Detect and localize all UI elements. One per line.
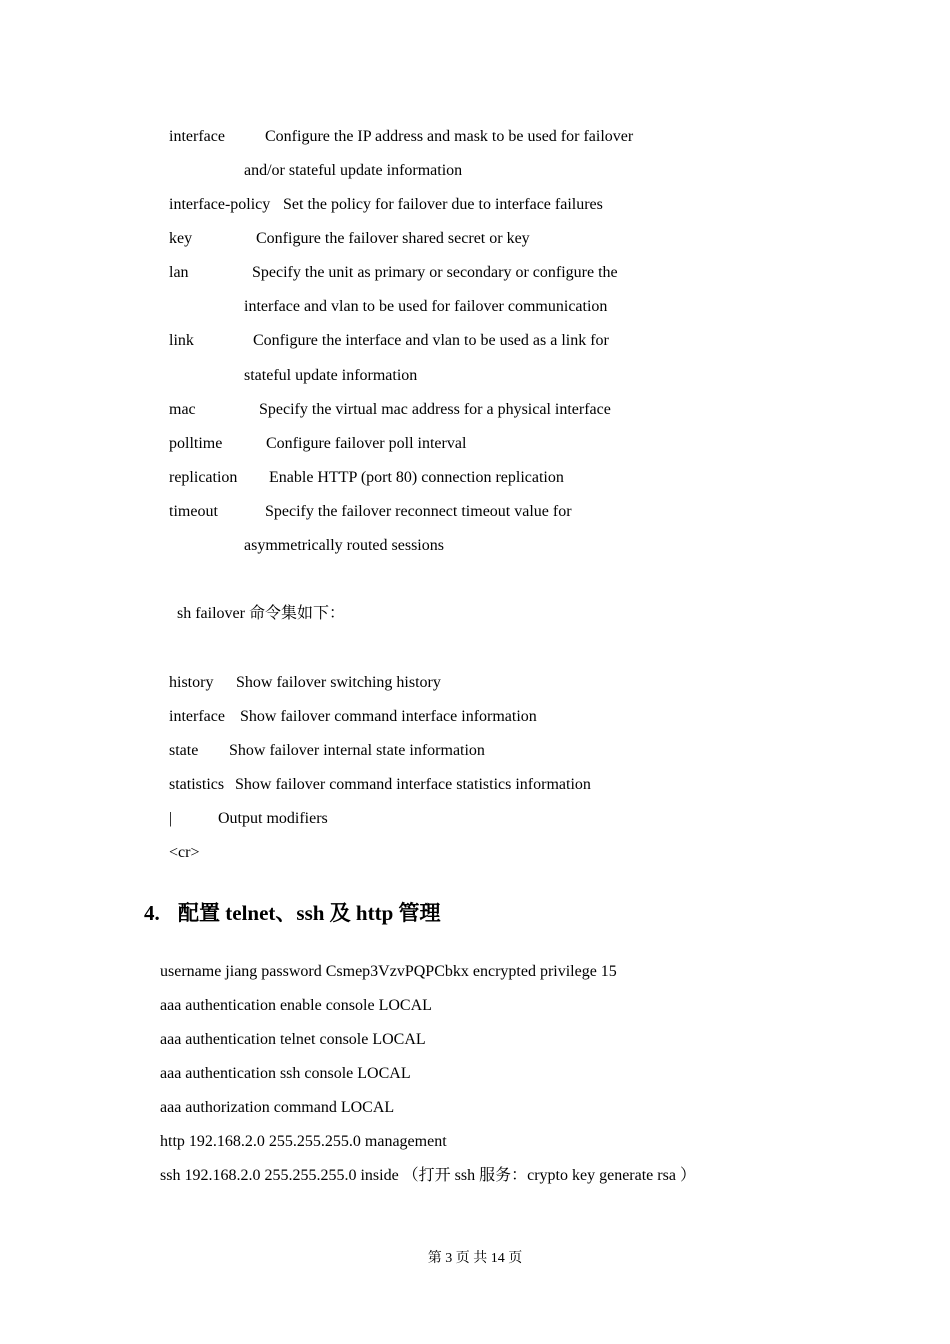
option-description: Configure the IP address and mask to be used for failover [265,128,634,145]
option-term: timeout [169,503,218,520]
option-term: <cr> [169,844,200,861]
config-line: username jiang password Csmep3VzvPQPCbkx encrypted privilege 15 [160,963,617,980]
config-line: aaa authentication telnet console LOCAL [160,1031,426,1048]
option-term: statistics [169,776,225,793]
section-number: 4. [144,901,160,925]
section-title: 配置 telnet、ssh 及 http 管理 [178,901,441,925]
option-term: state [169,742,199,759]
option-description: Enable HTTP (port 80) connection replication [269,469,564,486]
option-term: | [169,810,173,827]
option-term: interface [169,128,225,145]
option-description: Show failover command interface statistics information [235,776,591,793]
option-description: Configure the failover shared secret or key [256,230,530,247]
sh-failover-intro: sh failover 命令集如下： [177,605,345,622]
option-term: history [169,674,214,691]
option-term: link [169,332,194,349]
option-description-continued: and/or stateful update information [244,162,463,179]
config-line: http 192.168.2.0 255.255.255.0 management [160,1133,447,1150]
option-description: Specify the unit as primary or secondary or configure the [252,264,618,281]
option-description: Output modifiers [218,810,328,827]
config-line: aaa authorization command LOCAL [160,1099,395,1116]
option-description: Show failover internal state information [229,742,485,759]
option-description-continued: stateful update information [244,367,418,384]
option-term: lan [169,264,189,281]
config-line: ssh 192.168.2.0 255.255.255.0 inside （打开 ssh 服务：crypto key generate rsa ） [160,1167,696,1184]
option-description: Specify the failover reconnect timeout value for [265,503,572,520]
option-term: key [169,230,193,247]
section-heading [144,897,441,927]
option-description-continued: interface and vlan to be used for failover communication [244,298,608,315]
option-term: interface [169,708,225,725]
option-description: Specify the virtual mac address for a physical interface [259,401,611,418]
option-term: polltime [169,435,223,452]
option-description: Show failover switching history [236,674,441,691]
page-footer: 第 3 页 共 14 页 [427,1251,523,1266]
option-term: interface-policy [169,196,271,213]
option-description-continued: asymmetrically routed sessions [244,537,444,554]
config-line: aaa authentication enable console LOCAL [160,997,432,1014]
option-description: Configure the interface and vlan to be used as a link for [253,332,609,349]
option-description: Configure failover poll interval [266,435,467,452]
option-description: Show failover command interface information [240,708,537,725]
config-line: aaa authentication ssh console LOCAL [160,1065,411,1082]
option-term: replication [169,469,238,486]
option-term: mac [169,401,196,418]
option-description: Set the policy for failover due to interface failures [283,196,603,213]
